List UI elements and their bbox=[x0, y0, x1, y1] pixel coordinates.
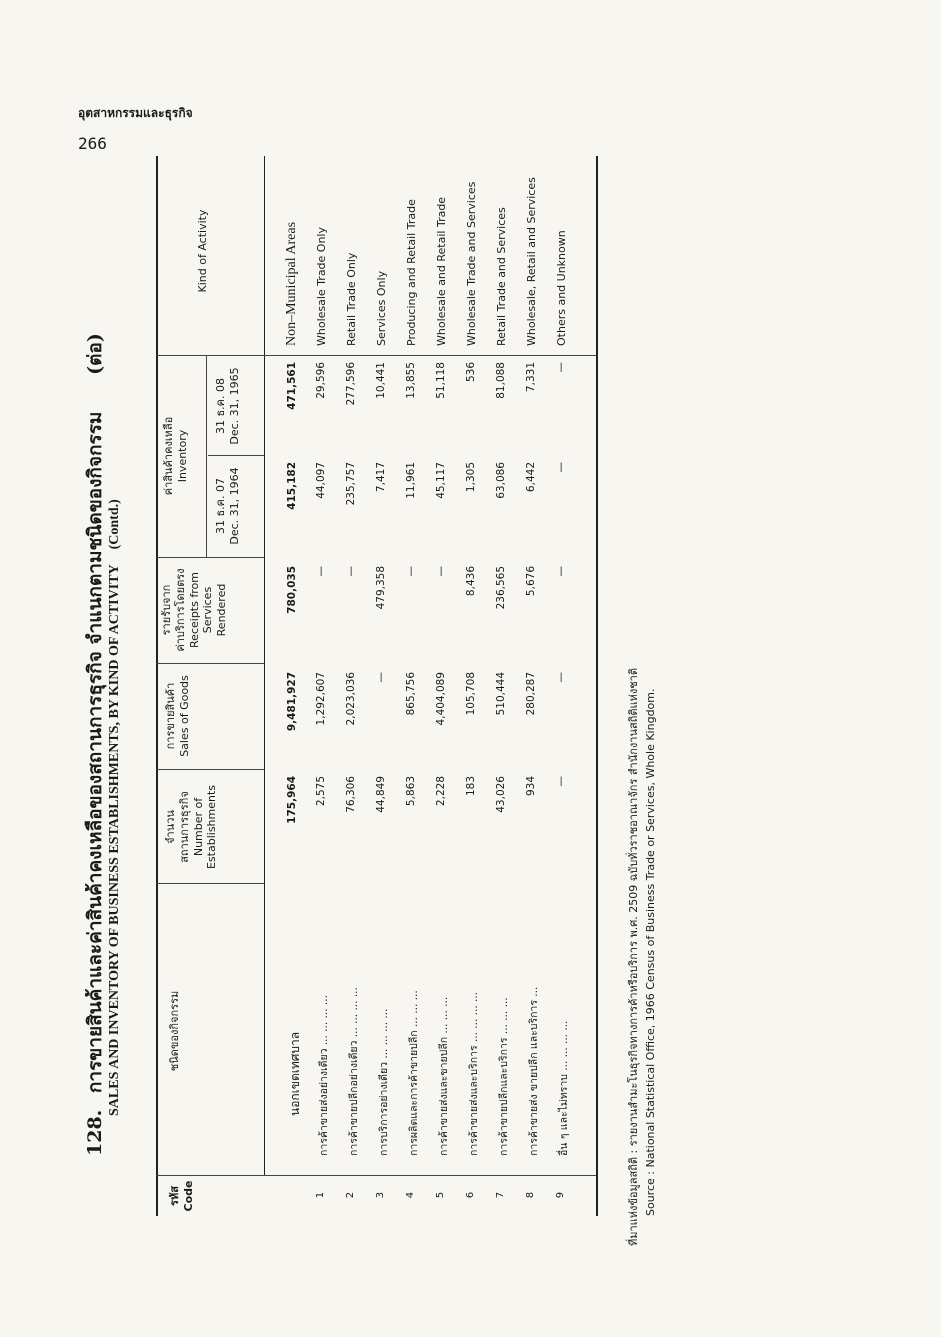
row-inv-1965: 277,596 bbox=[345, 362, 357, 406]
row-activity-english: Retail Trade Only bbox=[345, 252, 358, 346]
header-code-en: Code bbox=[181, 1180, 195, 1212]
row-activity-thai: การค้าขายส่งและขายปลีก ... ... ... bbox=[438, 996, 450, 1156]
row-inv-1965: 51,118 bbox=[435, 362, 447, 399]
table-bottom-rule bbox=[596, 156, 598, 1216]
row-activity-english: Services Only bbox=[375, 270, 388, 346]
row-activity-thai: การบริการอย่างเดียว ... ... ... ... bbox=[378, 1008, 390, 1156]
header-establishments bbox=[164, 774, 219, 880]
row-establishments: 76,306 bbox=[345, 776, 357, 813]
col-sep-establishments bbox=[156, 769, 264, 770]
section-receipts: 780,035 bbox=[286, 566, 298, 614]
row-activity-thai: อื่น ๆ และไม่ทราบ ... ... ... ... bbox=[558, 1020, 570, 1156]
row-receipts: — bbox=[315, 566, 327, 577]
row-receipts: — bbox=[555, 566, 567, 577]
row-activity-english: Producing and Retail Trade bbox=[405, 199, 418, 346]
title-thai-text: การขายสินค้าและค่าสินค้าคงเหลือของสถานการธุรกิจ จำแนกตามชนิดของกิจกรรม bbox=[84, 411, 106, 1094]
row-inv-1964: 7,417 bbox=[375, 462, 387, 493]
table-title-english bbox=[107, 499, 123, 1116]
header-inv-1965 bbox=[214, 358, 242, 454]
row-establishments: 43,026 bbox=[495, 776, 507, 813]
header-inventory-en: Inventory bbox=[175, 429, 189, 483]
title-english-text: SALES AND INVENTORY OF BUSINESS ESTABLISHMENTS, BY KIND OF ACTIVITY bbox=[107, 564, 122, 1116]
col-sep-inventory-years bbox=[208, 455, 264, 456]
col-sep-receipts bbox=[156, 557, 264, 558]
header-inv-1965-th: 31 ธ.ค. 08 bbox=[214, 377, 227, 435]
page-number: 266 bbox=[78, 134, 107, 153]
row-inv-1964: 45,117 bbox=[435, 462, 447, 499]
header-sales-th: การขายสินค้า bbox=[164, 682, 177, 750]
row-inv-1964: 1,305 bbox=[465, 462, 477, 493]
row-sales: 4,404,089 bbox=[435, 672, 447, 726]
row-establishments: 2,228 bbox=[435, 776, 447, 807]
row-code: 9 bbox=[555, 1191, 566, 1199]
row-inv-1965: 7,331 bbox=[525, 362, 537, 393]
row-establishments: 5,863 bbox=[405, 776, 417, 807]
col-sep-code bbox=[156, 1175, 596, 1176]
row-inv-1964: 63,086 bbox=[495, 462, 507, 499]
row-establishments: — bbox=[555, 776, 567, 787]
row-receipts: 236,565 bbox=[495, 566, 507, 610]
section-inv-1965: 471,561 bbox=[286, 362, 298, 410]
section-title-english: Non–Municipal Areas bbox=[284, 221, 299, 346]
header-inv-1964-en: Dec. 31, 1964 bbox=[227, 467, 241, 545]
table-number: 128. bbox=[84, 1109, 106, 1156]
inventory-subhead-rule bbox=[206, 356, 207, 558]
header-code bbox=[168, 1178, 196, 1214]
row-sales: 2,023,036 bbox=[345, 672, 357, 726]
row-activity-thai: การค้าขายส่งอย่างเดียว ... ... ... ... bbox=[318, 995, 330, 1156]
section-sales: 9,481,927 bbox=[286, 672, 298, 732]
row-activity-english: Wholesale Trade and Services bbox=[465, 181, 478, 346]
table-title-thai bbox=[80, 333, 110, 1156]
row-establishments: 934 bbox=[525, 776, 537, 797]
row-inv-1965: 29,596 bbox=[315, 362, 327, 399]
row-sales: 1,292,607 bbox=[315, 672, 327, 726]
header-code-th: รหัส bbox=[168, 1186, 181, 1206]
row-sales: 510,444 bbox=[495, 672, 507, 716]
row-activity-english: Others and Unknown bbox=[555, 230, 568, 346]
table-top-rule bbox=[156, 156, 158, 1216]
header-establishments-th2: สถานการธุรกิจ bbox=[177, 791, 191, 863]
row-activity-english: Retail Trade and Services bbox=[495, 207, 508, 346]
row-receipts: — bbox=[405, 566, 417, 577]
title-english-contd: (Contd.) bbox=[107, 499, 122, 550]
rotated-table-page bbox=[76, 96, 676, 1276]
header-sales bbox=[164, 668, 192, 764]
header-inventory bbox=[162, 358, 190, 554]
row-activity-thai: การผลิตและการค้าขายปลีก ... ... ... bbox=[408, 990, 420, 1156]
row-inv-1965: 536 bbox=[465, 362, 477, 383]
header-inv-1964-th: 31 ธ.ค. 07 bbox=[214, 477, 227, 535]
row-activity-thai: การค้าขายส่งและบริการ ... ... ... ... bbox=[468, 991, 480, 1156]
row-inv-1965: 81,088 bbox=[495, 362, 507, 399]
row-establishments: 44,849 bbox=[375, 776, 387, 813]
row-sales: 280,287 bbox=[525, 672, 537, 716]
row-inv-1964: 235,757 bbox=[345, 462, 357, 506]
row-inv-1965: 10,441 bbox=[375, 362, 387, 399]
row-code: 3 bbox=[375, 1191, 386, 1199]
row-inv-1965: 13,855 bbox=[405, 362, 417, 399]
col-sep-inventory bbox=[156, 355, 596, 356]
header-receipts-th2: ค่าบริการโดยตรง bbox=[173, 568, 187, 652]
source-thai: ที่มาแห่งข้อมูลสถิติ : รายงานสำมะโนธุรกิจทางการค้าหรือบริการ พ.ศ. 2509 ฉบับทั่วราชอาณาจักร สำนักงานสถิติแห่งชาติ bbox=[627, 668, 640, 1246]
header-establishments-th1: จำนวน bbox=[164, 810, 177, 844]
row-code: 1 bbox=[315, 1191, 326, 1199]
row-code: 8 bbox=[525, 1191, 536, 1199]
row-receipts: 8,436 bbox=[465, 566, 477, 597]
header-establishments-en: Number of Establishments bbox=[191, 784, 219, 870]
row-code: 5 bbox=[435, 1191, 446, 1199]
row-sales: — bbox=[555, 672, 567, 683]
row-inv-1964: 11,961 bbox=[405, 462, 417, 499]
row-sales: 105,708 bbox=[465, 672, 477, 716]
header-activity-th: ชนิดของกิจกรรม bbox=[168, 990, 181, 1072]
header-activity-en: Kind of Activity bbox=[196, 209, 209, 293]
row-code: 7 bbox=[495, 1191, 506, 1199]
header-bottom-rule bbox=[264, 156, 265, 1176]
title-thai-contd: (ต่อ) bbox=[84, 333, 106, 375]
row-establishments: 2,575 bbox=[315, 776, 327, 807]
row-code: 2 bbox=[345, 1191, 356, 1199]
col-sep-activity bbox=[156, 883, 264, 884]
row-inv-1965: — bbox=[555, 362, 567, 373]
statistics-table bbox=[156, 156, 608, 1276]
section-header: อุตสาหกรรมและธุรกิจ bbox=[78, 106, 193, 120]
row-inv-1964: 44,097 bbox=[315, 462, 327, 499]
header-inventory-th: ค่าสินค้าคงเหลือ bbox=[162, 416, 175, 496]
header-sales-en: Sales of Goods bbox=[177, 675, 191, 757]
row-activity-thai: การค้าขายปลีกอย่างเดียว ... ... ... ... bbox=[348, 987, 360, 1156]
row-code: 4 bbox=[405, 1191, 416, 1199]
row-code: 6 bbox=[465, 1191, 476, 1199]
section-title-thai: นอกเขตเทศบาล bbox=[288, 1031, 302, 1116]
col-sep-sales bbox=[156, 663, 264, 664]
header-receipts-th1: รายรับจาก bbox=[160, 584, 173, 636]
row-inv-1964: 6,442 bbox=[525, 462, 537, 493]
row-receipts: 5,676 bbox=[525, 566, 537, 597]
header-receipts-en: Receipts from Services Rendered bbox=[187, 572, 228, 648]
row-activity-english: Wholesale and Retail Trade bbox=[435, 196, 448, 346]
row-establishments: 183 bbox=[465, 776, 477, 797]
row-sales: — bbox=[375, 672, 387, 683]
row-activity-english: Wholesale Trade Only bbox=[315, 226, 328, 346]
row-receipts: — bbox=[435, 566, 447, 577]
header-inv-1965-en: Dec. 31, 1965 bbox=[227, 367, 241, 445]
row-receipts: — bbox=[345, 566, 357, 577]
row-sales: 865,756 bbox=[405, 672, 417, 716]
row-activity-thai: การค้าขายปลีกและบริการ ... ... ... bbox=[498, 997, 510, 1156]
row-receipts: 479,358 bbox=[375, 566, 387, 610]
row-activity-english: Wholesale, Retail and Services bbox=[525, 177, 538, 346]
section-inv-1964: 415,182 bbox=[286, 462, 298, 510]
header-inv-1964 bbox=[214, 458, 242, 554]
section-establishments: 175,964 bbox=[286, 776, 298, 824]
source-english: Source : National Statistical Office, 1966 Census of Business Trade or Services, Whole Kingdom. bbox=[644, 688, 657, 1216]
row-activity-thai: การค้าขายส่ง ขายปลีก และบริการ ... bbox=[528, 986, 540, 1156]
row-inv-1964: — bbox=[555, 462, 567, 473]
header-receipts bbox=[160, 560, 229, 660]
